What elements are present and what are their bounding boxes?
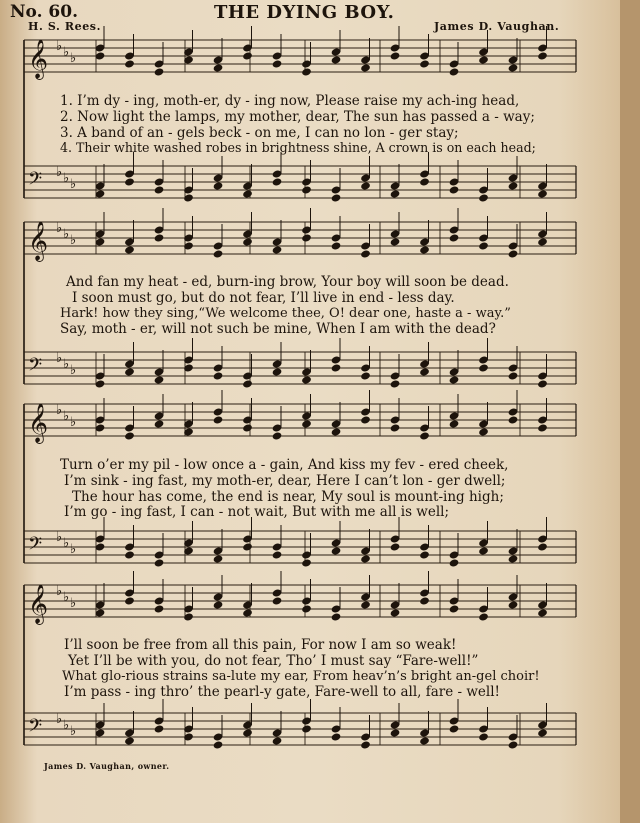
flat-icon: ♭ <box>70 233 77 248</box>
note-head <box>419 431 430 440</box>
note-head <box>419 59 430 68</box>
lyric-line: Say, moth - er, will not such be mine, When I am with the dead? <box>60 321 496 337</box>
note-head <box>124 736 135 745</box>
note-head <box>272 596 283 605</box>
note-head <box>390 608 401 617</box>
note-head <box>213 554 224 563</box>
note-head <box>390 542 401 551</box>
lyric-line: Yet I’ll be with you, do not fear, Tho’ I must say “Fare-well!” <box>68 653 479 669</box>
treble-clef-icon: 𝄞 <box>28 39 49 79</box>
note-head <box>360 740 371 749</box>
note-head <box>419 736 430 745</box>
note-head <box>390 379 401 388</box>
lyric-line: I soon must go, but do not fear, I’ll live in end - less day. <box>72 290 455 306</box>
note-head <box>390 423 401 432</box>
lyric-line: I’m sink - ing fast, my moth-er, dear, Here I can’t lon - ger dwell; <box>64 473 506 489</box>
note-head <box>390 189 401 198</box>
bass-clef-icon: 𝄢 <box>28 534 43 559</box>
note-head <box>508 740 519 749</box>
note-head <box>331 546 342 555</box>
lyricist-credit: H. S. Rees. <box>28 20 102 33</box>
note-head <box>124 596 135 605</box>
lyric-line: The hour has come, the end is near, My soul is mount-ing high; <box>72 489 504 505</box>
flat-icon: ♭ <box>70 51 77 66</box>
lyric-line: Turn o’er my pil - low once a - gain, And kiss my fev - ered cheek, <box>60 457 509 473</box>
note-head <box>508 371 519 380</box>
treble-clef-icon: 𝄞 <box>28 403 49 443</box>
note-head <box>242 608 253 617</box>
note-head <box>272 736 283 745</box>
flat-icon: ♭ <box>56 530 63 545</box>
note-head <box>360 415 371 424</box>
note-head <box>124 367 135 376</box>
note-head <box>301 185 312 194</box>
note-head <box>124 550 135 559</box>
lyric-line: 4. Their white washed robes in brightness shine, A crown is on each head; <box>60 140 536 155</box>
note-head <box>478 612 489 621</box>
note-head <box>213 249 224 258</box>
note-head <box>478 363 489 372</box>
note-head <box>242 728 253 737</box>
treble-clef-icon: 𝄞 <box>28 584 49 624</box>
note-head <box>242 379 253 388</box>
note-head <box>478 546 489 555</box>
note-head <box>213 415 224 424</box>
lyric-line: 1. I’m dy - ing, moth-er, dy - ing now, Please raise my ach-ing head, <box>60 93 520 109</box>
lyric-line: What glo-rious strains sa-lute my ear, From heav’n’s bright an-gel choir! <box>62 669 540 684</box>
note-head <box>331 363 342 372</box>
lyric-line: 3. A band of an - gels beck - on me, I can no lon - ger stay; <box>60 125 459 141</box>
note-head <box>301 724 312 733</box>
note-head <box>478 55 489 64</box>
note-head <box>449 724 460 733</box>
note-head <box>331 612 342 621</box>
flat-icon: ♭ <box>70 363 77 378</box>
lyric-line: Hark! how they sing,“We welcome thee, O! dear one, haste a - way.” <box>60 306 511 321</box>
note-head <box>301 375 312 384</box>
note-head <box>242 189 253 198</box>
note-head <box>360 249 371 258</box>
hymn-number: No. 60. <box>10 2 78 22</box>
composer-credit: James D. Vaughan. <box>434 20 560 33</box>
note-head <box>154 375 165 384</box>
flat-icon: ♭ <box>63 409 70 424</box>
note-head <box>154 67 165 76</box>
note-head <box>360 554 371 563</box>
note-head <box>360 181 371 190</box>
note-head <box>419 596 430 605</box>
note-head <box>301 67 312 76</box>
note-head <box>213 63 224 72</box>
flat-icon: ♭ <box>63 227 70 242</box>
flat-icon: ♭ <box>63 357 70 372</box>
flat-icon: ♭ <box>63 45 70 60</box>
note-head <box>390 237 401 246</box>
flat-icon: ♭ <box>56 221 63 236</box>
note-head <box>537 423 548 432</box>
note-head <box>272 367 283 376</box>
note-head <box>508 181 519 190</box>
note-head <box>360 63 371 72</box>
flat-icon: ♭ <box>56 403 63 418</box>
page-edge <box>620 0 640 823</box>
note-head <box>154 185 165 194</box>
note-head <box>537 237 548 246</box>
flat-icon: ♭ <box>70 177 77 192</box>
note-head <box>242 542 253 551</box>
note-head <box>449 67 460 76</box>
treble-clef-icon: 𝄞 <box>28 221 49 261</box>
bass-clef-icon: 𝄢 <box>28 716 43 741</box>
note-head <box>508 600 519 609</box>
note-head <box>124 177 135 186</box>
note-head <box>154 419 165 428</box>
note-head <box>124 245 135 254</box>
note-head <box>213 600 224 609</box>
note-head <box>508 415 519 424</box>
note-head <box>331 732 342 741</box>
flat-icon: ♭ <box>56 584 63 599</box>
flat-icon: ♭ <box>70 596 77 611</box>
note-head <box>478 732 489 741</box>
note-head <box>272 245 283 254</box>
note-head <box>301 558 312 567</box>
note-head <box>331 193 342 202</box>
flat-icon: ♭ <box>63 536 70 551</box>
note-head <box>272 177 283 186</box>
note-head <box>478 427 489 436</box>
note-head <box>537 542 548 551</box>
note-head <box>154 233 165 242</box>
note-head <box>301 604 312 613</box>
note-head <box>213 181 224 190</box>
flat-icon: ♭ <box>56 165 63 180</box>
note-head <box>331 241 342 250</box>
flat-icon: ♭ <box>70 724 77 739</box>
flat-icon: ♭ <box>56 351 63 366</box>
note-head <box>537 51 548 60</box>
flat-icon: ♭ <box>56 39 63 54</box>
lyric-line: I’ll soon be free from all this pain, For now I am so weak! <box>64 637 457 653</box>
note-head <box>390 728 401 737</box>
note-head <box>242 423 253 432</box>
note-head <box>508 63 519 72</box>
flat-icon: ♭ <box>70 415 77 430</box>
note-head <box>301 233 312 242</box>
note-head <box>449 558 460 567</box>
note-head <box>124 59 135 68</box>
note-head <box>478 193 489 202</box>
note-head <box>508 249 519 258</box>
note-head <box>419 245 430 254</box>
lyric-line: I’m go - ing fast, I can - not wait, But with me all is well; <box>64 504 450 520</box>
note-head <box>360 600 371 609</box>
hymn-title: THE DYING BOY. <box>214 2 395 23</box>
note-head <box>478 241 489 250</box>
note-head <box>272 550 283 559</box>
note-head <box>508 554 519 563</box>
note-head <box>154 724 165 733</box>
flat-icon: ♭ <box>63 590 70 605</box>
note-head <box>449 604 460 613</box>
note-head <box>242 237 253 246</box>
note-head <box>213 371 224 380</box>
lyric-line: I’m pass - ing thro’ the pearl-y gate, Fare-well to all, fare - well! <box>64 684 500 700</box>
flat-icon: ♭ <box>63 171 70 186</box>
note-head <box>449 375 460 384</box>
note-head <box>537 608 548 617</box>
note-head <box>124 431 135 440</box>
note-head <box>449 185 460 194</box>
note-head <box>154 604 165 613</box>
note-head <box>537 379 548 388</box>
note-head <box>419 550 430 559</box>
note-head <box>449 419 460 428</box>
note-head <box>301 419 312 428</box>
note-head <box>419 367 430 376</box>
flat-icon: ♭ <box>70 542 77 557</box>
note-head <box>213 740 224 749</box>
lyric-line: And fan my heat - ed, burn-ing brow, Your boy will soon be dead. <box>66 274 509 290</box>
note-head <box>272 431 283 440</box>
owner-credit: James D. Vaughan, owner. <box>44 761 170 771</box>
lyric-line: 2. Now light the lamps, my mother, dear, The sun has passed a - way; <box>60 109 535 125</box>
note-head <box>390 51 401 60</box>
note-head <box>537 189 548 198</box>
note-head <box>242 51 253 60</box>
note-head <box>154 558 165 567</box>
note-head <box>419 177 430 186</box>
note-head <box>272 59 283 68</box>
bass-clef-icon: 𝄢 <box>28 355 43 380</box>
flat-icon: ♭ <box>56 712 63 727</box>
note-head <box>360 371 371 380</box>
note-head <box>449 233 460 242</box>
bass-clef-icon: 𝄢 <box>28 169 43 194</box>
flat-icon: ♭ <box>63 718 70 733</box>
note-head <box>331 427 342 436</box>
note-head <box>331 55 342 64</box>
note-head <box>537 728 548 737</box>
